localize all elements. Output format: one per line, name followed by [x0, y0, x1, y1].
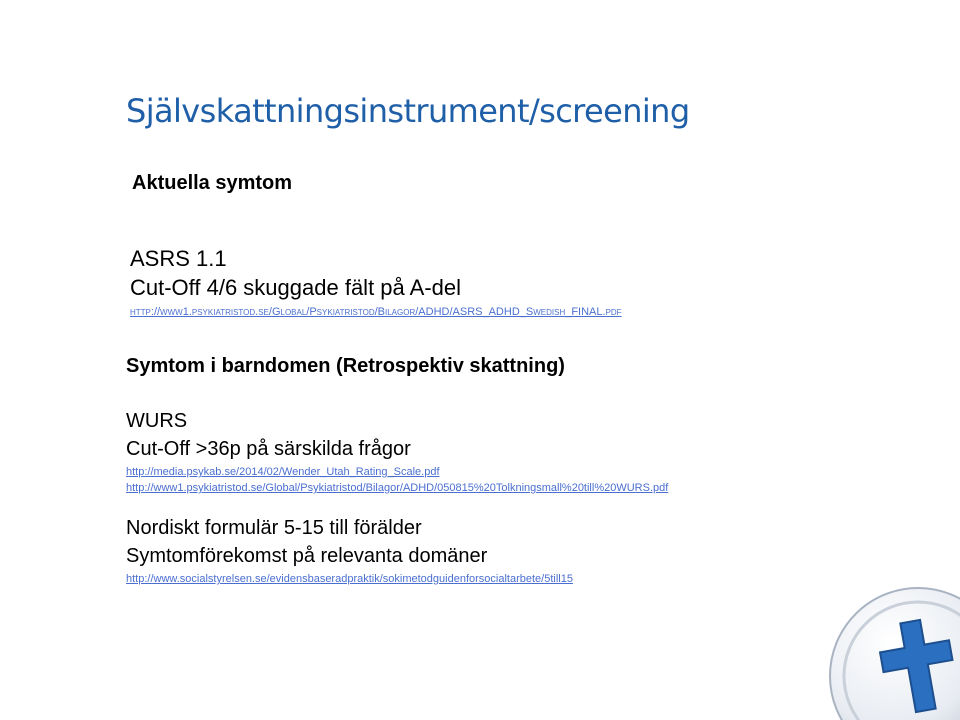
wurs-instrument: WURS: [126, 410, 188, 432]
cross-emblem-icon: [828, 586, 960, 720]
childhood-symptoms-heading: Symtom i barndomen (Retrospektiv skattning): [126, 355, 565, 377]
wurs-link-media[interactable]: http://media.psykab.se/2014/02/Wender_Utah_Rating_Scale.pdf: [126, 466, 440, 478]
nordic-link[interactable]: http://www.socialstyrelsen.se/evidensbaseradpraktik/sokimetodguidenforsocialtarbete/5till15: [126, 573, 573, 585]
nordic-form-line: Nordiskt formulär 5-15 till förälder: [126, 517, 422, 539]
slide-title: Självskattningsinstrument/screening: [126, 92, 690, 130]
asrs-cutoff: Cut-Off 4/6 skuggade fält på A-del: [130, 275, 462, 300]
wurs-link-psykiatristod[interactable]: http://www1.psykiatristod.se/Global/Psykiatristod/Bilagor/ADHD/050815%20Tolkningsmall%20till%20WURS.pdf: [126, 482, 669, 494]
wurs-cutoff: Cut-Off >36p på särskilda frågor: [126, 438, 411, 460]
nordic-domains-line: Symtomförekomst på relevanta domäner: [126, 545, 488, 567]
asrs-link[interactable]: http://www1.psykiatristod.se/Global/Psykiatristod/Bilagor/ADHD/ASRS_ADHD_Swedish_FINAL.pdf: [130, 306, 622, 318]
asrs-instrument: ASRS 1.1: [130, 246, 227, 271]
current-symptoms-heading: Aktuella symtom: [132, 172, 293, 194]
